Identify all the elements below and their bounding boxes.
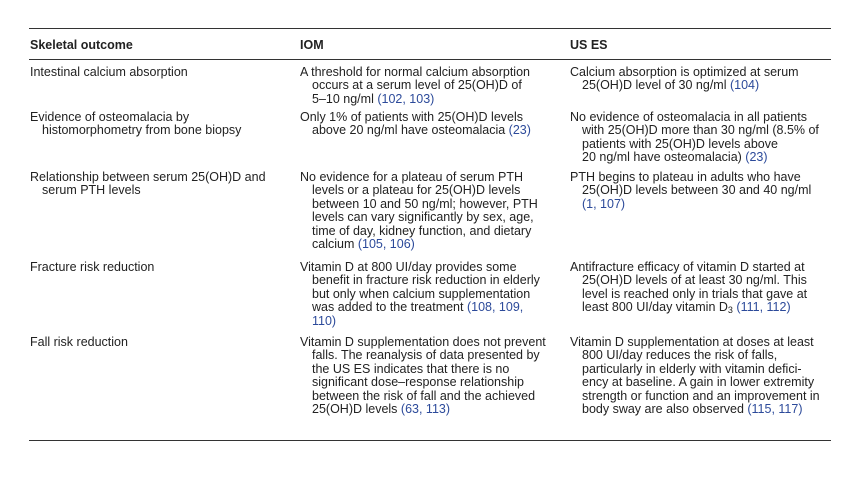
table-row-iom: A threshold for normal calcium absorption occurs at a serum level of 25(OH)D of 5–10 ng/ml (102, 103)	[300, 65, 530, 106]
reference-link[interactable]: (23)	[745, 150, 768, 165]
table-row-iom: Vitamin D supplementation does not prevent falls. The reanalysis of data presented by the US ES indicates that there is no significant dose–response relationship between the risk of fall and the achieved 25(OH)D levels (63, 113)	[300, 335, 546, 417]
table-top-rule	[29, 28, 831, 29]
reference-link[interactable]: (105, 106)	[357, 237, 415, 252]
table-bottom-rule	[29, 440, 831, 441]
table-row-iom: Vitamin D at 800 UI/day provides some benefit in fracture risk reduction in elderly but only when calcium supplementation was added to the treatment (108, 109, 110)	[300, 260, 540, 328]
reference-link[interactable]: (104)	[729, 78, 760, 93]
table-row-outcome: Relationship between serum 25(OH)D and serum PTH levels	[30, 170, 266, 198]
reference-link[interactable]: (23)	[508, 123, 531, 138]
reference-link[interactable]: (111, 112)	[736, 300, 791, 315]
header-skeletal-outcome: Skeletal outcome	[30, 38, 133, 52]
reference-link[interactable]: (1, 107)	[582, 196, 626, 211]
table-row-outcome: Intestinal calcium absorption	[30, 65, 188, 79]
reference-link[interactable]: 110)	[312, 313, 337, 328]
reference-link[interactable]: (102, 103)	[377, 91, 435, 106]
table-row-us-es: No evidence of osteomalacia in all patients with 25(OH)D more than 30 ng/ml (8.5% of patients with 25(OH)D levels above 20 ng/ml have osteomalacia) (23)	[570, 110, 819, 165]
table-row-us-es: Calcium absorption is optimized at serum 25(OH)D level of 30 ng/ml (104)	[570, 65, 799, 93]
header-iom: IOM	[300, 38, 324, 52]
table-row-us-es: Vitamin D supplementation at doses at least 800 UI/day reduces the risk of falls, particularly in elderly with vitamin defici- ency at baseline. A gain in lower extremity strength or function and an improvement in body sway are also observed (115, 117)	[570, 335, 820, 417]
table-row-iom: No evidence for a plateau of serum PTH levels or a plateau for 25(OH)D levels between 10 and 50 ng/ml; however, PTH levels can vary significantly by sex, age, time of day, kidney function, and dietary calcium (105, 106)	[300, 170, 538, 252]
table-row-iom: Only 1% of patients with 25(OH)D levels above 20 ng/ml have osteomalacia (23)	[300, 110, 531, 138]
table-row-outcome: Evidence of osteomalacia by histomorphometry from bone biopsy	[30, 110, 242, 138]
reference-link[interactable]: (115, 117)	[747, 402, 803, 417]
table-row-outcome: Fracture risk reduction	[30, 260, 155, 274]
reference-link[interactable]: (108, 109,	[466, 300, 524, 315]
reference-link[interactable]: (63, 113)	[400, 402, 451, 417]
header-us-es: US ES	[570, 38, 608, 52]
table-header-rule	[29, 59, 831, 60]
table-row-outcome: Fall risk reduction	[30, 335, 128, 349]
table-row-us-es: Antifracture efficacy of vitamin D started at 25(OH)D levels of at least 30 ng/ml. This level is reached only in trials that gave at least 800 UI/day vitamin $D_3$ (111, 112)	[570, 260, 808, 316]
table-row-us-es: PTH begins to plateau in adults who have 25(OH)D levels between 30 and 40 ng/ml (1, 107)	[570, 170, 812, 211]
